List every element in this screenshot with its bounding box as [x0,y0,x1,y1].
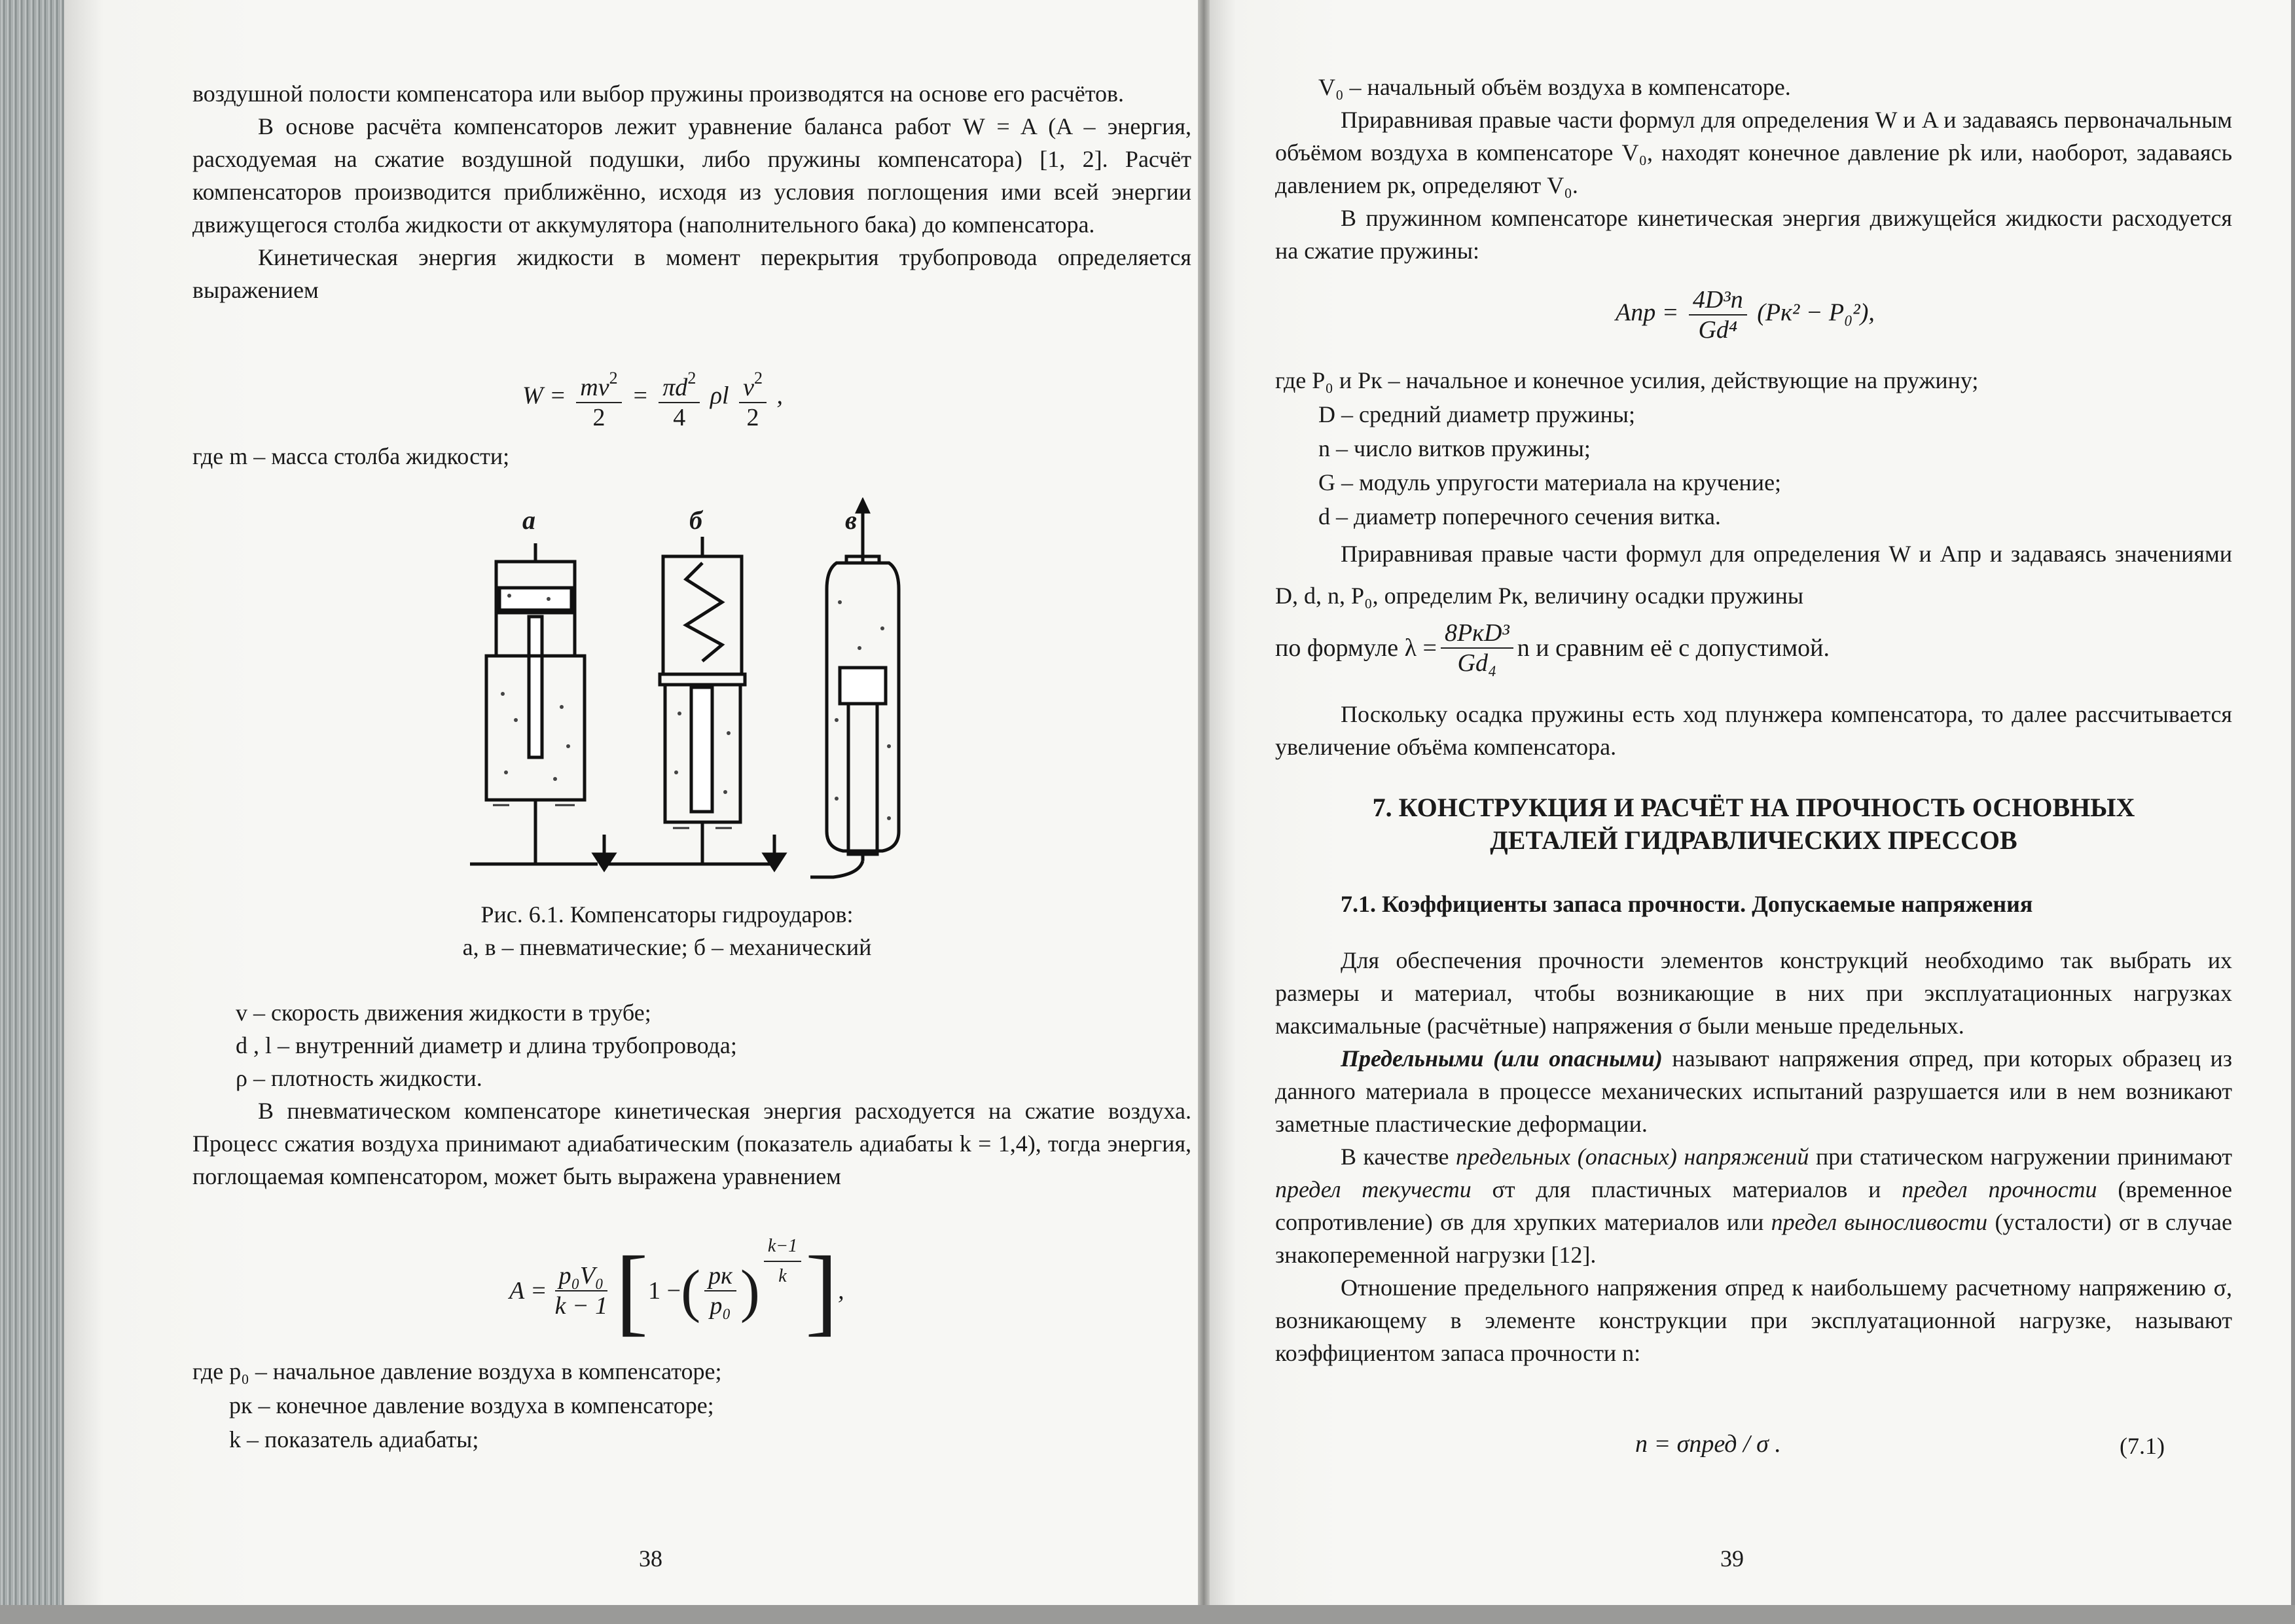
page-number: 38 [639,1545,662,1572]
definition-p0: где p₀ – начальное давление воздуха в компенсаторе; [192,1358,722,1384]
paragraph: В качестве предельных (опасных) напряжений при статическом нагружении принимают предел текучести σт для пластичных материалов и предел прочности (временное сопротивление) σв для хрупких материалов или предел выносливости (усталости) σr в случае знакопеременной нагрузки [12]. [1275,1144,2233,1268]
paragraph: Для обеспечения прочности элементов конструкций необходимо так выбрать их размеры и материал, чтобы возникающие в них при эксплуатационных нагрузках максимальные (расчётные) напряжения σ были меньше предельных. [1275,947,2232,1039]
right-text-top [1275,103,2232,267]
paragraph: Приравнивая правые части формул для определения W и Aпр и задаваясь значениями D, d, n, P₀, определим Pк, величину осадки пружины [1275,541,2232,609]
paragraph: Поскольку осадка пружины есть ход плунжера компенсатора, то далее рассчитывается увеличение объёма компенсатора. [1275,701,2232,760]
figure-label-v: в [845,505,857,535]
subsection-heading: 7.1. Коэффициенты запаса прочности. Допускаемые напряжения [1341,891,2033,917]
formula-pneumatic-energy: A = $\frac{\text{p₀V₀}}{k - 1}$ [ 1 − ( pк p₀ ) k−1 k ] , [509,1225,844,1356]
paragraph: В основе расчёта компенсаторов лежит уравнение баланса работ W = A (A – энергия, расходуемая на сжатие воздушной подушки, либо пружины компенсатора) [1, 2]. Расчёт компенсаторов производится приближённо, исходя из условия поглощения ими всей энергии движущегося столба жидкости от аккумулятора (наполнительного бака) до компенсатора. [192,113,1191,238]
book-gutter [1198,0,1210,1624]
right-text-plunger [1275,698,2232,763]
formula-spring-deflection: по формуле λ = 8PкD³ Gd₄ n и сравним её с допустимой. [1275,619,1830,677]
definition-d-l: d , l – внутренний диаметр и длина трубопровода; [236,1032,737,1058]
paragraph: Приравнивая правые части формул для определения W и A и задаваясь первоначальным объёмом воздуха в компенсаторе V₀, находят конечное давление pk или, наоборот, задаваясь давлением pк, определяют V₀. [1275,107,2232,198]
left-page [64,0,1198,1605]
formula-spring-energy: Aпр = $\frac{\text{4D³n}}{\text{Gd⁴}}$ (Pк² − P₀²), [1616,286,1875,344]
figure-caption-body: а, в – пневматические; б – механический [462,934,872,960]
paragraph: Отношение предельного напряжения σпред к наибольшему расчетному напряжению σ, возникающему в элементе конструкции при эксплуатационной нагрузке, называют коэффициентом запаса прочности n: [1275,1274,2232,1366]
definition-p0-pk: где P₀ и Pк – начальное и конечное усилия, действующие на пружину; [1275,367,1979,393]
page-number: 39 [1720,1545,1744,1572]
definition-pk: pк – конечное давление воздуха в компенсаторе; [229,1392,714,1418]
compensator-figure [470,497,941,884]
paragraph: Предельными (или опасными) называют напряжения σпред, при которых образец из данного материала в процессе механических испытаний разрушается или в нем возникают заметные пластические деформации. [1275,1045,2233,1137]
right-page [1210,0,2291,1605]
paragraph: В пружинном компенсаторе кинетическая энергия движущейся жидкости расходуется на сжатие пружины: [1275,205,2232,264]
formula-safety-factor: n = σпред / σ . [1635,1430,1781,1458]
definition-D: D – средний диаметр пружины; [1318,401,1635,427]
definition-rho: ρ – плотность жидкости. [236,1065,482,1091]
term-limit-stress: Предельными (или опасными) [1341,1045,1663,1072]
left-text-top [192,77,1191,306]
definition-d: d – диаметр поперечного сечения витка. [1318,503,1721,530]
book-edge [0,0,64,1624]
equation-number: (7.1) [2120,1433,2165,1459]
definition-m: где m – масса столба жидкости; [192,443,510,469]
figure-label-b: б [689,505,702,535]
paragraph: Кинетическая энергия жидкости в момент перекрытия трубопровода определяется выражением [192,244,1191,303]
paragraph: воздушной полости компенсатора или выбор пружины производятся на основе его расчётов. [192,81,1125,107]
definition-k: k – показатель адиабаты; [229,1426,479,1453]
right-text-strength [1275,944,2232,1369]
definition-v: v – скорость движения жидкости в трубе; [236,1000,651,1026]
section-heading-line1: 7. КОНСТРУКЦИЯ И РАСЧЁТ НА ПРОЧНОСТЬ ОСНОВНЫХ [1372,793,2135,822]
formula-kinetic-energy: W = $\frac{mv^2}{2}$ = $\frac{\pi d^2}{4}$ ρl $\frac{v^2}{2}$ , [522,364,783,432]
right-text-spring [1275,533,2232,617]
paragraph: В пневматическом компенсаторе кинетическая энергия расходуется на сжатие воздуха. Процесс сжатия воздуха принимают адиабатическим (показатель адиабаты k = 1,4), тогда энергия, поглощаемая компенсатором, может быть выражена уравнением [192,1098,1191,1189]
figure-label-a: а [522,505,535,535]
definition-v0: V₀ – начальный объём воздуха в компенсаторе. [1318,74,1791,100]
definition-n: n – число витков пружины; [1318,435,1591,461]
book-bottom-edge [0,1605,2295,1624]
section-heading-line2: ДЕТАЛЕЙ ГИДРАВЛИЧЕСКИХ ПРЕССОВ [1490,825,2017,855]
figure-caption-title: Рис. 6.1. Компенсаторы гидроударов: [480,901,854,928]
left-text-pneumatic [192,1094,1191,1193]
definition-G: G – модуль упругости материала на кручение; [1318,469,1782,496]
